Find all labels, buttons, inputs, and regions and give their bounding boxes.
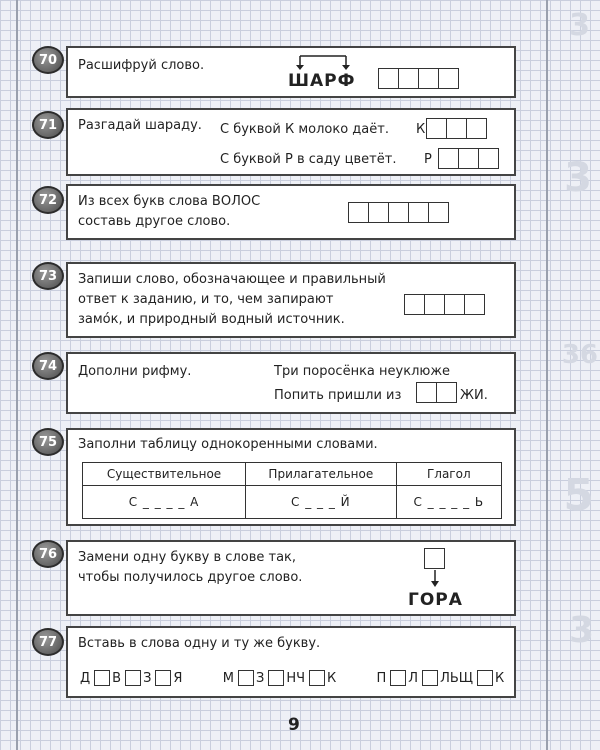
- task-number: 73: [32, 262, 64, 290]
- page-number: 9: [288, 715, 300, 735]
- rhyme-line-2: Попить пришли из: [274, 388, 402, 403]
- letter-cell[interactable]: [238, 670, 254, 686]
- letter-cell[interactable]: [477, 670, 493, 686]
- task-number: 71: [32, 111, 64, 139]
- task-line-2: чтобы получилось другое слово.: [78, 570, 303, 585]
- word-part: П: [376, 670, 387, 686]
- riddle-line-2: С буквой Р в саду цветёт.: [220, 152, 397, 167]
- table-blank[interactable]: С _ _ _ _ А: [83, 486, 246, 519]
- word-part: ЛЬЩ: [440, 670, 473, 686]
- letter-cell[interactable]: [268, 670, 284, 686]
- word-part: В: [112, 670, 122, 686]
- answer-cell[interactable]: [436, 382, 457, 403]
- word-row: [80, 670, 506, 686]
- word-part: М: [222, 670, 234, 686]
- decoration-number: 3: [564, 155, 592, 201]
- task-text: Дополни рифму.: [78, 364, 192, 379]
- decoration-number: 36: [561, 340, 598, 370]
- task-line-3: замо́к, и природный водный источник.: [78, 312, 345, 327]
- answer-cell[interactable]: [424, 548, 445, 569]
- answer-cell[interactable]: [478, 148, 499, 169]
- rhyme-line-1: Три поросёнка неуклюже: [274, 364, 451, 379]
- task-72: [66, 184, 516, 240]
- letter-cell[interactable]: [422, 670, 438, 686]
- letter-cell[interactable]: [155, 670, 171, 686]
- answer-cell[interactable]: [368, 202, 389, 223]
- answer-cell[interactable]: [404, 294, 425, 315]
- task-line-1: Запиши слово, обозначающее и правильный: [78, 272, 386, 287]
- task-text: Вставь в слова одну и ту же букву.: [78, 636, 321, 651]
- riddle-letter-1: К: [416, 122, 426, 137]
- task-77: [66, 626, 516, 698]
- swap-arrow-icon: [294, 53, 354, 71]
- task-71: [66, 108, 516, 176]
- task-line-2: ответ к заданию, и то, чем запирают: [78, 292, 334, 307]
- answer-cell[interactable]: [398, 68, 419, 89]
- source-word: ГОРА: [408, 590, 463, 610]
- task-number: 77: [32, 628, 64, 656]
- answer-cell[interactable]: [466, 118, 487, 139]
- decoration-number: 5: [563, 470, 594, 521]
- task-line-1: Из всех букв слова ВОЛОС: [78, 194, 261, 209]
- answer-cell[interactable]: [348, 202, 369, 223]
- answer-cells[interactable]: [416, 382, 456, 403]
- decoration-number: 3: [569, 8, 590, 43]
- task-73: [66, 262, 516, 338]
- table-blank[interactable]: С _ _ _ Й: [246, 486, 397, 519]
- answer-cells[interactable]: [348, 202, 448, 223]
- task-number: 76: [32, 540, 64, 568]
- table-blank[interactable]: С _ _ _ _ Ь: [396, 486, 501, 519]
- word-part: НЧ: [286, 670, 305, 686]
- answer-cells[interactable]: [438, 148, 498, 169]
- word-part: З: [255, 670, 265, 686]
- word-part: К: [495, 670, 505, 686]
- task-text: Разгадай шараду.: [78, 118, 202, 133]
- task-76: [66, 540, 516, 616]
- answer-cell[interactable]: [416, 382, 437, 403]
- letter-cell[interactable]: [390, 670, 406, 686]
- task-70: [66, 46, 516, 98]
- task-text: Заполни таблицу однокоренными словами.: [78, 437, 378, 452]
- answer-cells[interactable]: [378, 68, 458, 89]
- answer-cell[interactable]: [438, 148, 459, 169]
- word-table: [82, 462, 502, 519]
- letter-cell[interactable]: [125, 670, 141, 686]
- rhyme-ending: ЖИ.: [460, 388, 488, 403]
- task-75: [66, 428, 516, 526]
- riddle-line-1: С буквой К молоко даёт.: [220, 122, 389, 137]
- word-part: Л: [408, 670, 419, 686]
- cipher-word: ШАРФ: [288, 71, 356, 91]
- task-number: 70: [32, 46, 64, 74]
- answer-cell[interactable]: [438, 68, 459, 89]
- arrow-down-icon: [428, 570, 442, 588]
- answer-cell[interactable]: [426, 118, 447, 139]
- answer-cells[interactable]: [424, 548, 444, 569]
- task-number: 75: [32, 428, 64, 456]
- table-header: Прилагательное: [246, 463, 397, 486]
- answer-cells[interactable]: [404, 294, 484, 315]
- answer-cell[interactable]: [464, 294, 485, 315]
- table-header: Существительное: [83, 463, 246, 486]
- task-number: 72: [32, 186, 64, 214]
- task-line-1: Замени одну букву в слове так,: [78, 550, 297, 565]
- answer-cell[interactable]: [418, 68, 439, 89]
- task-text: Расшифруй слово.: [78, 58, 205, 73]
- riddle-letter-2: Р: [424, 152, 432, 167]
- word-part: К: [327, 670, 337, 686]
- word-part: Д: [80, 670, 91, 686]
- answer-cell[interactable]: [428, 202, 449, 223]
- word-part: З: [143, 670, 152, 686]
- table-header: Глагол: [396, 463, 501, 486]
- word-part: Я: [173, 670, 183, 686]
- answer-cell[interactable]: [458, 148, 479, 169]
- task-number: 74: [32, 352, 64, 380]
- letter-cell[interactable]: [309, 670, 325, 686]
- answer-cell[interactable]: [444, 294, 465, 315]
- answer-cells[interactable]: [426, 118, 486, 139]
- answer-cell[interactable]: [424, 294, 445, 315]
- letter-cell[interactable]: [94, 670, 110, 686]
- answer-cell[interactable]: [446, 118, 467, 139]
- answer-cell[interactable]: [378, 68, 399, 89]
- answer-cell[interactable]: [388, 202, 409, 223]
- decoration-number: 3: [568, 610, 594, 651]
- answer-cell[interactable]: [408, 202, 429, 223]
- task-74: [66, 352, 516, 414]
- task-line-2: составь другое слово.: [78, 214, 231, 229]
